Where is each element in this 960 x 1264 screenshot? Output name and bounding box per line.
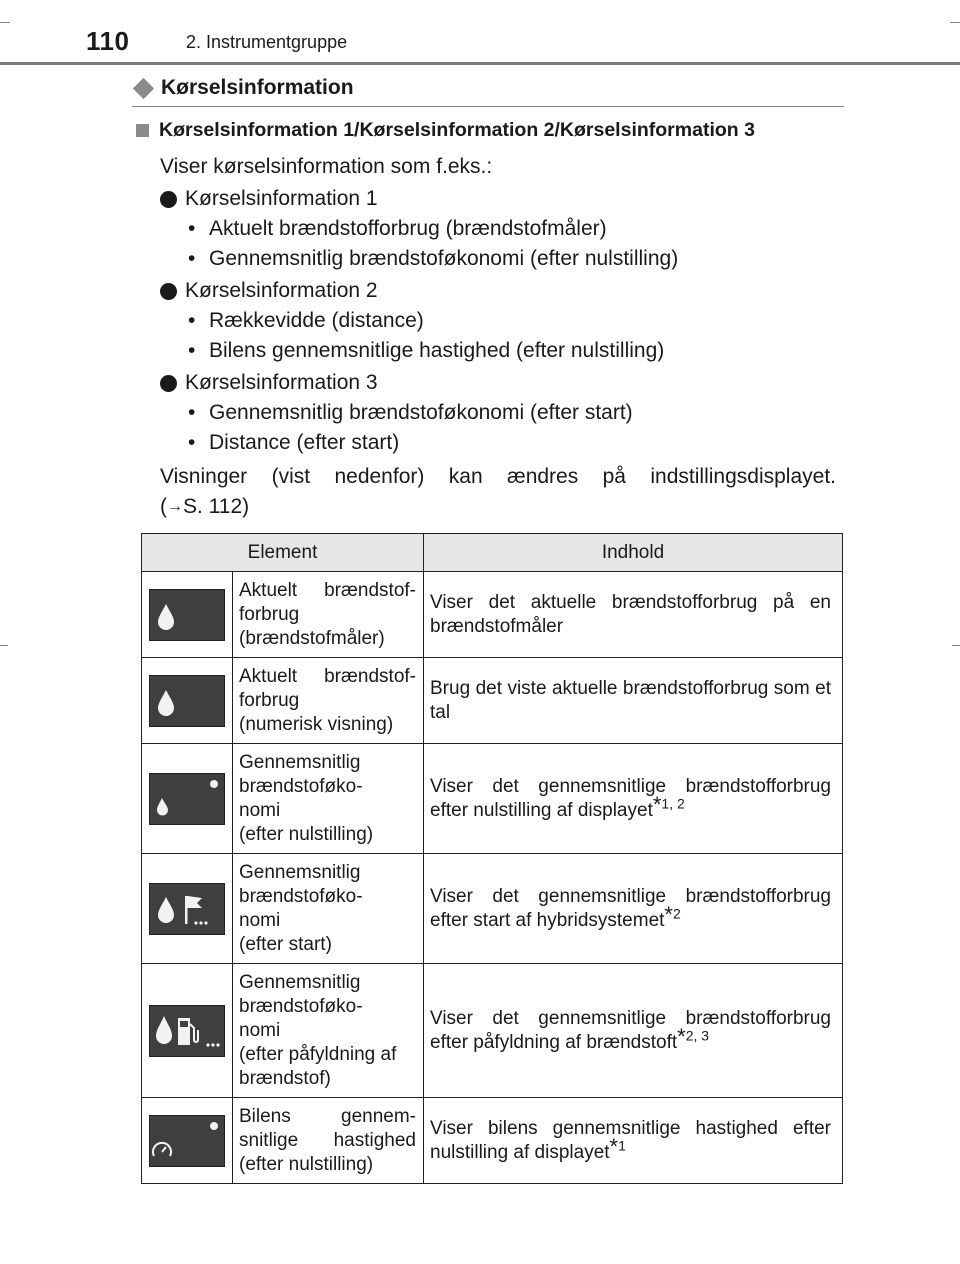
square-bullet-icon	[136, 124, 149, 137]
reference-arrow-icon: →	[167, 498, 183, 515]
table-header-row	[142, 534, 843, 572]
table-row: Gennemsnitlig brændstoføko- nomi (efter nulstilling) Viser det gennemsnitlige brændstofforbrug efter nulstilling af displayet*$^{1, 2}$	[142, 744, 843, 854]
list-item: • Gennemsnitlig brændstoføkonomi (efter start)	[188, 401, 633, 424]
outro-text: Visninger (vist nedenfor) kan ændres på indstillingsdisplayet.	[160, 465, 836, 488]
group-heading: Kørselsinformation 1	[160, 184, 836, 214]
speedometer-reset-icon	[149, 1115, 225, 1167]
round-bullet-icon	[160, 283, 177, 300]
display-items-table	[141, 533, 843, 1184]
diamond-bullet-icon	[133, 77, 154, 98]
page-reference[interactable]: (→S. 112)	[160, 492, 836, 522]
list-item: • Bilens gennemsnitlige hastighed (efter nulstilling)	[188, 339, 665, 362]
page-number: 110	[86, 26, 130, 56]
table-row: Bilens gennem- snitlige hastighed (efter nulstilling) Viser bilens gennemsnitlige hastighed efter nulstilling af displayet*$^1$	[142, 1098, 843, 1184]
column-header-content: Indhold	[424, 534, 843, 572]
row-description: Viser det gennemsnitlige brændstofforbrug efter start af hybridsystemet*$^2$	[424, 854, 843, 964]
section-title	[132, 76, 354, 100]
subsection-title	[136, 119, 755, 142]
list-item: • Aktuelt brændstofforbrug (brændstofmåler)	[188, 217, 607, 240]
row-description: Brug det viste aktuelle brændstofforbrug som et tal	[424, 658, 843, 744]
column-header-element: Element	[142, 534, 424, 572]
list-item: • Gennemsnitlig brændstoføkonomi (efter nulstilling)	[188, 247, 679, 270]
intro-text: Viser kørselsinformation som f.eks.:	[160, 155, 493, 178]
section-body	[160, 152, 836, 522]
group-heading: Kørselsinformation 3	[160, 368, 836, 398]
chapter-title: 2. Instrumentgruppe	[186, 32, 348, 52]
subsection-title-text: Kørselsinformation 1/Kørselsinformation 2/Kørselsinformation 3	[159, 119, 755, 141]
small-drop-reset-icon	[149, 773, 225, 825]
table-row: Gennemsnitlig brændstoføko- nomi (efter start) Viser det gennemsnitlige brændstofforbrug efter start af hybridsystemet*$^2$	[142, 854, 843, 964]
table-row: Gennemsnitlig brændstoføko- nomi (efter påfyldning af brændstof) Viser det gennemsnitlige brændstofforbrug efter påfyldning af brændstoft*$^{2, 3}$	[142, 964, 843, 1098]
fuel-drop-icon	[149, 589, 225, 641]
fuel-drop-icon	[149, 675, 225, 727]
list-item: • Distance (efter start)	[188, 431, 400, 454]
group-heading: Kørselsinformation 2	[160, 276, 836, 306]
drop-fuel-pump-icon	[149, 1005, 225, 1057]
round-bullet-icon	[160, 191, 177, 208]
row-description: Viser det gennemsnitlige brændstofforbrug efter påfyldning af brændstoft*$^{2, 3}$	[424, 964, 843, 1098]
round-bullet-icon	[160, 375, 177, 392]
page-header	[0, 0, 960, 66]
section-title-text: Kørselsinformation	[161, 76, 354, 99]
row-description: Viser det aktuelle brændstofforbrug på en brændstofmåler	[424, 572, 843, 658]
row-description: Viser bilens gennemsnitlige hastighed efter nulstilling af displayet*$^1$	[424, 1098, 843, 1184]
table-row: Aktuelt brændstof- forbrug (brændstofmåler) Viser det aktuelle brændstofforbrug på en brændstofmåler	[142, 572, 843, 658]
header-rule	[0, 62, 960, 65]
section-rule	[132, 106, 844, 107]
table-row: Aktuelt brændstof- forbrug (numerisk visning) Brug det viste aktuelle brændstofforbrug som et tal	[142, 658, 843, 744]
list-item: • Rækkevidde (distance)	[188, 309, 424, 332]
row-description: Viser det gennemsnitlige brændstofforbrug efter nulstilling af displayet*$^{1, 2}$	[424, 744, 843, 854]
drop-flag-icon	[149, 883, 225, 935]
